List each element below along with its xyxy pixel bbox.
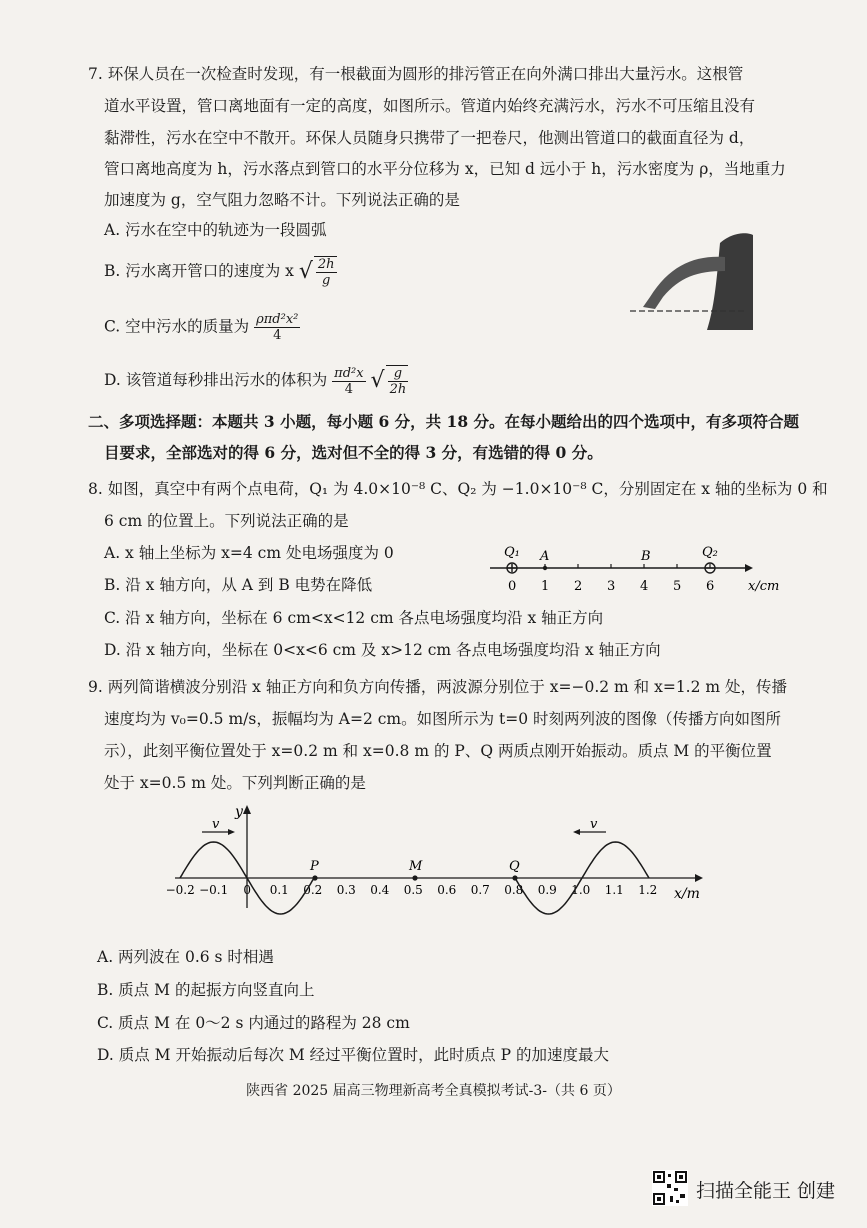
q9-tick-label: 0.1 bbox=[269, 883, 289, 897]
q8-tick-label: 5 bbox=[673, 579, 682, 594]
sqrt-icon: √ bbox=[370, 368, 385, 393]
q9-tick-label: 0.3 bbox=[336, 883, 356, 897]
point-p-label: P bbox=[310, 859, 319, 874]
q9-line-2: 速度均为 v₀=0.5 m/s，振幅均为 A=2 cm。如图所示为 t=0 时刻两列波的图像（传播方向如图所 bbox=[104, 710, 782, 728]
page-footer: 陕西省 2025 届高三物理新高考全真模拟考试-3-（共 6 页） bbox=[246, 1083, 621, 1099]
q1-label: Q₁ bbox=[504, 545, 520, 560]
q8-tick-label: 4 bbox=[640, 579, 649, 594]
qr-code-icon bbox=[652, 1170, 688, 1206]
section2-line-2: 目要求，全部选对的得 6 分，选对但不全的得 3 分，有选错的得 0 分。 bbox=[104, 443, 603, 462]
sqrt-icon: √ bbox=[298, 259, 313, 284]
q8-tick-label: 6 bbox=[706, 579, 715, 594]
q8-option-c: C. 沿 x 轴方向，坐标在 6 cm<x<12 cm 各点电场强度均沿 x 轴正方向 bbox=[104, 609, 604, 627]
q9-tick-label: 1.2 bbox=[638, 883, 658, 897]
q9-option-a: A. 两列波在 0.6 s 时相遇 bbox=[97, 948, 274, 966]
q8-line-1: 8. 如图，真空中有两个点电荷，Q₁ 为 4.0×10⁻⁸ C、Q₂ 为 −1.0×10⁻⁸ C，分别固定在 x 轴的坐标为 0 和 bbox=[88, 480, 828, 498]
point-m-label: M bbox=[409, 859, 423, 874]
q9-tick-label: 1.1 bbox=[604, 883, 624, 897]
q8-option-d: D. 沿 x 轴方向，坐标在 0<x<6 cm 及 x>12 cm 各点电场强度均沿 x 轴正方向 bbox=[104, 641, 661, 659]
point-b-label: B bbox=[641, 549, 651, 564]
point-a-marker bbox=[543, 566, 547, 570]
q8-line-2: 6 cm 的位置上。下列说法正确的是 bbox=[104, 512, 349, 530]
q7-option-c: C. 空中污水的质量为 $\frac{\text{ρπd²x²}}{4}$ bbox=[104, 312, 299, 343]
q9-option-c: C. 质点 M 在 0～2 s 内通过的路程为 28 cm bbox=[97, 1014, 410, 1032]
q7-line-4: 管口离地高度为 h，污水落点到管口的水平分位移为 x，已知 d 远小于 h，污水密度为 ρ，当地重力 bbox=[104, 160, 786, 178]
q8-axis-figure bbox=[480, 540, 790, 600]
q7-option-d-prefix: D. 该管道每秒排出污水的体积为 bbox=[104, 371, 328, 389]
wave-y-arrow-icon bbox=[243, 805, 251, 814]
q9-tick-label: −0.1 bbox=[199, 883, 229, 897]
q8-option-b: B. 沿 x 轴方向，从 A 到 B 电势在降低 bbox=[104, 576, 373, 594]
q7-line-1: 7. 环保人员在一次检查时发现，有一根截面为圆形的排污管正在向外满口排出大量污水。这根管 bbox=[88, 65, 744, 83]
q9-tick-label: 0.5 bbox=[403, 883, 423, 897]
point-q-label: Q bbox=[509, 859, 520, 874]
q9-line-4: 处于 x=0.5 m 处。下列判断正确的是 bbox=[104, 774, 366, 792]
q7-line-3: 黏滞性，污水在空中不散开。环保人员随身只携带了一把卷尺，他测出管道口的截面直径为 d， bbox=[104, 129, 755, 147]
q8-tick-label: 1 bbox=[541, 579, 550, 594]
left-arrow-icon bbox=[573, 829, 580, 835]
q7-option-b-prefix: B. 污水离开管口的速度为 x bbox=[104, 262, 294, 280]
q7-line-5: 加速度为 g，空气阻力忽略不计。下列说法正确的是 bbox=[104, 191, 460, 209]
q7-option-c-prefix: C. 空中污水的质量为 bbox=[104, 317, 250, 336]
point-q-marker bbox=[512, 875, 517, 880]
q9-tick-label: 0.6 bbox=[437, 883, 457, 897]
sewage-pipe-illustration bbox=[625, 225, 755, 335]
point-a-label: A bbox=[540, 549, 550, 564]
section2-line-1: 二、多项选择题：本题共 3 小题，每小题 6 分，共 18 分。在每小题给出的四个选项中，有多项符合题 bbox=[88, 412, 800, 431]
q7-option-b: B. 污水离开管口的速度为 x √ $\frac{2h}{g}$ bbox=[104, 257, 335, 288]
wave-x-label: x/m bbox=[674, 886, 700, 902]
point-p-marker bbox=[312, 875, 317, 880]
x-axis-arrow-icon bbox=[745, 564, 753, 572]
q9-tick-label: 0.9 bbox=[537, 883, 557, 897]
wall-shape bbox=[707, 233, 753, 330]
x-axis-unit-label: x/cm bbox=[748, 579, 780, 594]
wave-y-label: y bbox=[235, 804, 243, 820]
q8-option-a: A. x 轴上坐标为 x=4 cm 处电场强度为 0 bbox=[104, 544, 394, 562]
q2-label: Q₂ bbox=[702, 545, 718, 560]
q9-option-b: B. 质点 M 的起振方向竖直向上 bbox=[97, 981, 315, 999]
q9-option-d: D. 质点 M 开始振动后每次 M 经过平衡位置时，此时质点 P 的加速度最大 bbox=[97, 1046, 609, 1064]
right-arrow-icon bbox=[228, 829, 235, 835]
q9-tick-label: 0.7 bbox=[470, 883, 490, 897]
q9-tick-label: 1.0 bbox=[571, 883, 591, 897]
q9-tick-label: 0.8 bbox=[504, 883, 524, 897]
scanner-watermark-text: 扫描全能王 创建 bbox=[696, 1180, 836, 1202]
left-velocity-label: v bbox=[212, 817, 220, 832]
q9-wave-graph bbox=[160, 800, 720, 920]
q9-tick-label: 0 bbox=[243, 883, 252, 897]
q7-option-a: A. 污水在空中的轨迹为一段圆弧 bbox=[104, 221, 327, 239]
q7-line-2: 道水平设置，管口离地面有一定的高度，如图所示。管道内始终充满污水，污水不可压缩且没有 bbox=[104, 97, 756, 115]
q8-tick-label: 3 bbox=[607, 579, 616, 594]
right-velocity-label: v bbox=[590, 817, 598, 832]
point-m-marker bbox=[412, 875, 417, 880]
q9-tick-label: −0.2 bbox=[165, 883, 195, 897]
q9-tick-label: 0.4 bbox=[370, 883, 390, 897]
water-stream-shape bbox=[643, 257, 725, 309]
q9-tick-label: 0.2 bbox=[303, 883, 323, 897]
q9-line-3: 示），此刻平衡位置处于 x=0.2 m 和 x=0.8 m 的 P、Q 两质点刚开始振动。质点 M 的平衡位置 bbox=[104, 742, 772, 760]
q7-option-d: D. 该管道每秒排出污水的体积为 $\frac{\text{πd²x}}{4}$ √ $\frac{g}{2h}$ bbox=[104, 365, 407, 397]
q9-line-1: 9. 两列简谐横波分别沿 x 轴正方向和负方向传播，两波源分别位于 x=−0.2 m 和 x=1.2 m 处，传播 bbox=[88, 678, 788, 696]
q8-tick-label: 0 bbox=[508, 579, 517, 594]
q8-tick-label: 2 bbox=[574, 579, 583, 594]
wave-x-arrow-icon bbox=[695, 874, 703, 882]
